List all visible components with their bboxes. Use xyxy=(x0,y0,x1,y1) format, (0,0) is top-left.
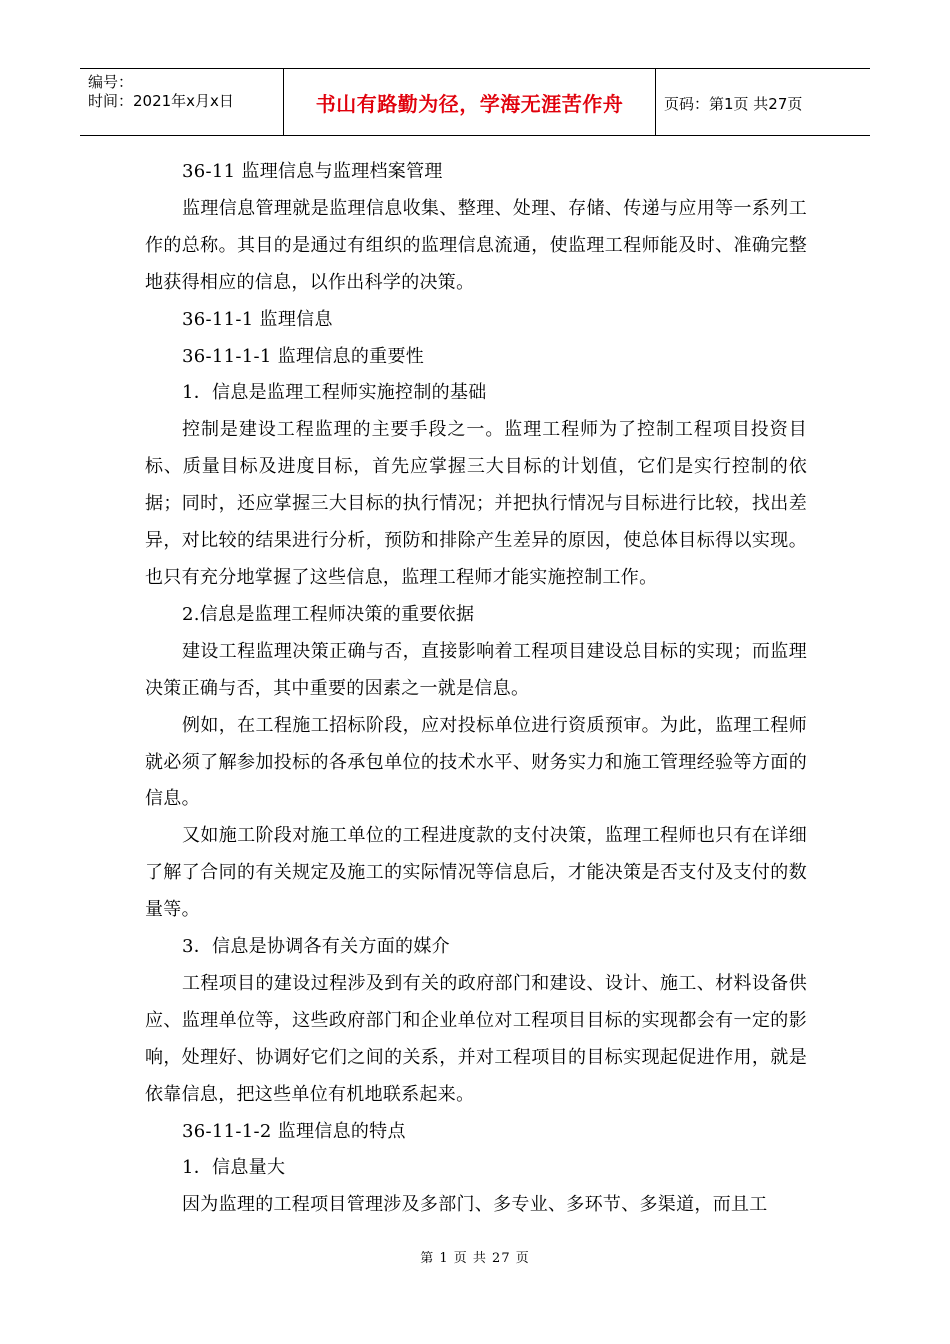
body-paragraph: 监理信息管理就是监理信息收集、整理、处理、存储、传递与应用等一系列工作的总称。其目的是通过有组织的监理信息流通，使监理工程师能及时、准确完整地获得相应的信息，以作出科学的决策。 xyxy=(145,197,807,293)
list-heading: 3．信息是协调各有关方面的媒介 xyxy=(182,936,450,958)
list-heading: 2.信息是监理工程师决策的重要依据 xyxy=(182,603,475,625)
motto-text: 书山有路勤为径，学海无涯苦作舟 xyxy=(315,91,624,116)
body-paragraph: 因为监理的工程项目管理涉及多部门、多专业、多环节、多渠道，而且工 xyxy=(182,1194,768,1216)
header-left-cell xyxy=(88,73,234,111)
serial-label: 编号： xyxy=(88,73,134,91)
subsection-heading: 36-11-1-1 监理信息的重要性 xyxy=(182,345,425,367)
document-body xyxy=(145,154,807,1224)
page-info: 页码：第1页 共27页 xyxy=(664,95,803,113)
subsection-heading: 36-11-1 监理信息 xyxy=(182,308,333,330)
page-footer: 第 1 页 共 27 页 xyxy=(420,1251,530,1266)
body-paragraph: 又如施工阶段对施工单位的工程进度款的支付决策，监理工程师也只有在详细了解了合同的有关规定及施工的实际情况等信息后，才能决策是否支付及支付的数量等。 xyxy=(145,825,807,921)
body-paragraph: 工程项目的建设过程涉及到有关的政府部门和建设、设计、施工、材料设备供应、监理单位等，这些政府部门和企业单位对工程项目目标的实现都会有一定的影响，处理好、协调好它们之间的关系，并对工程项目的目标实现起促进作用，就是依靠信息，把这些单位有机地联系起来。 xyxy=(145,972,807,1105)
subsection-heading: 36-11-1-2 监理信息的特点 xyxy=(182,1120,406,1142)
body-paragraph: 建设工程监理决策正确与否，直接影响着工程项目建设总目标的实现；而监理决策正确与否，其中重要的因素之一就是信息。 xyxy=(145,640,807,699)
section-heading: 36-11 监理信息与监理档案管理 xyxy=(182,161,443,182)
list-heading: 1．信息是监理工程师实施控制的基础 xyxy=(182,382,487,404)
body-paragraph: 例如，在工程施工招标阶段，应对投标单位进行资质预审。为此，监理工程师就必须了解参加投标的各承包单位的技术水平、财务实力和施工管理经验等方面的信息。 xyxy=(145,714,807,810)
header-table xyxy=(80,68,870,136)
date-label: 时间：2021年x月x日 xyxy=(88,92,234,110)
header-motto-cell xyxy=(283,69,656,135)
body-paragraph: 控制是建设工程监理的主要手段之一。监理工程师为了控制工程项目投资目标、质量目标及进度目标，首先应掌握三大目标的计划值，它们是实行控制的依据；同时，还应掌握三大目标的执行情况；并把执行情况与目标进行比较，找出差异，对比较的结果进行分析，预防和排除产生差异的原因，使总体目标得以实现。也只有充分地掌握了这些信息，监理工程师才能实施控制工作。 xyxy=(145,419,807,588)
list-heading: 1．信息量大 xyxy=(182,1157,286,1179)
